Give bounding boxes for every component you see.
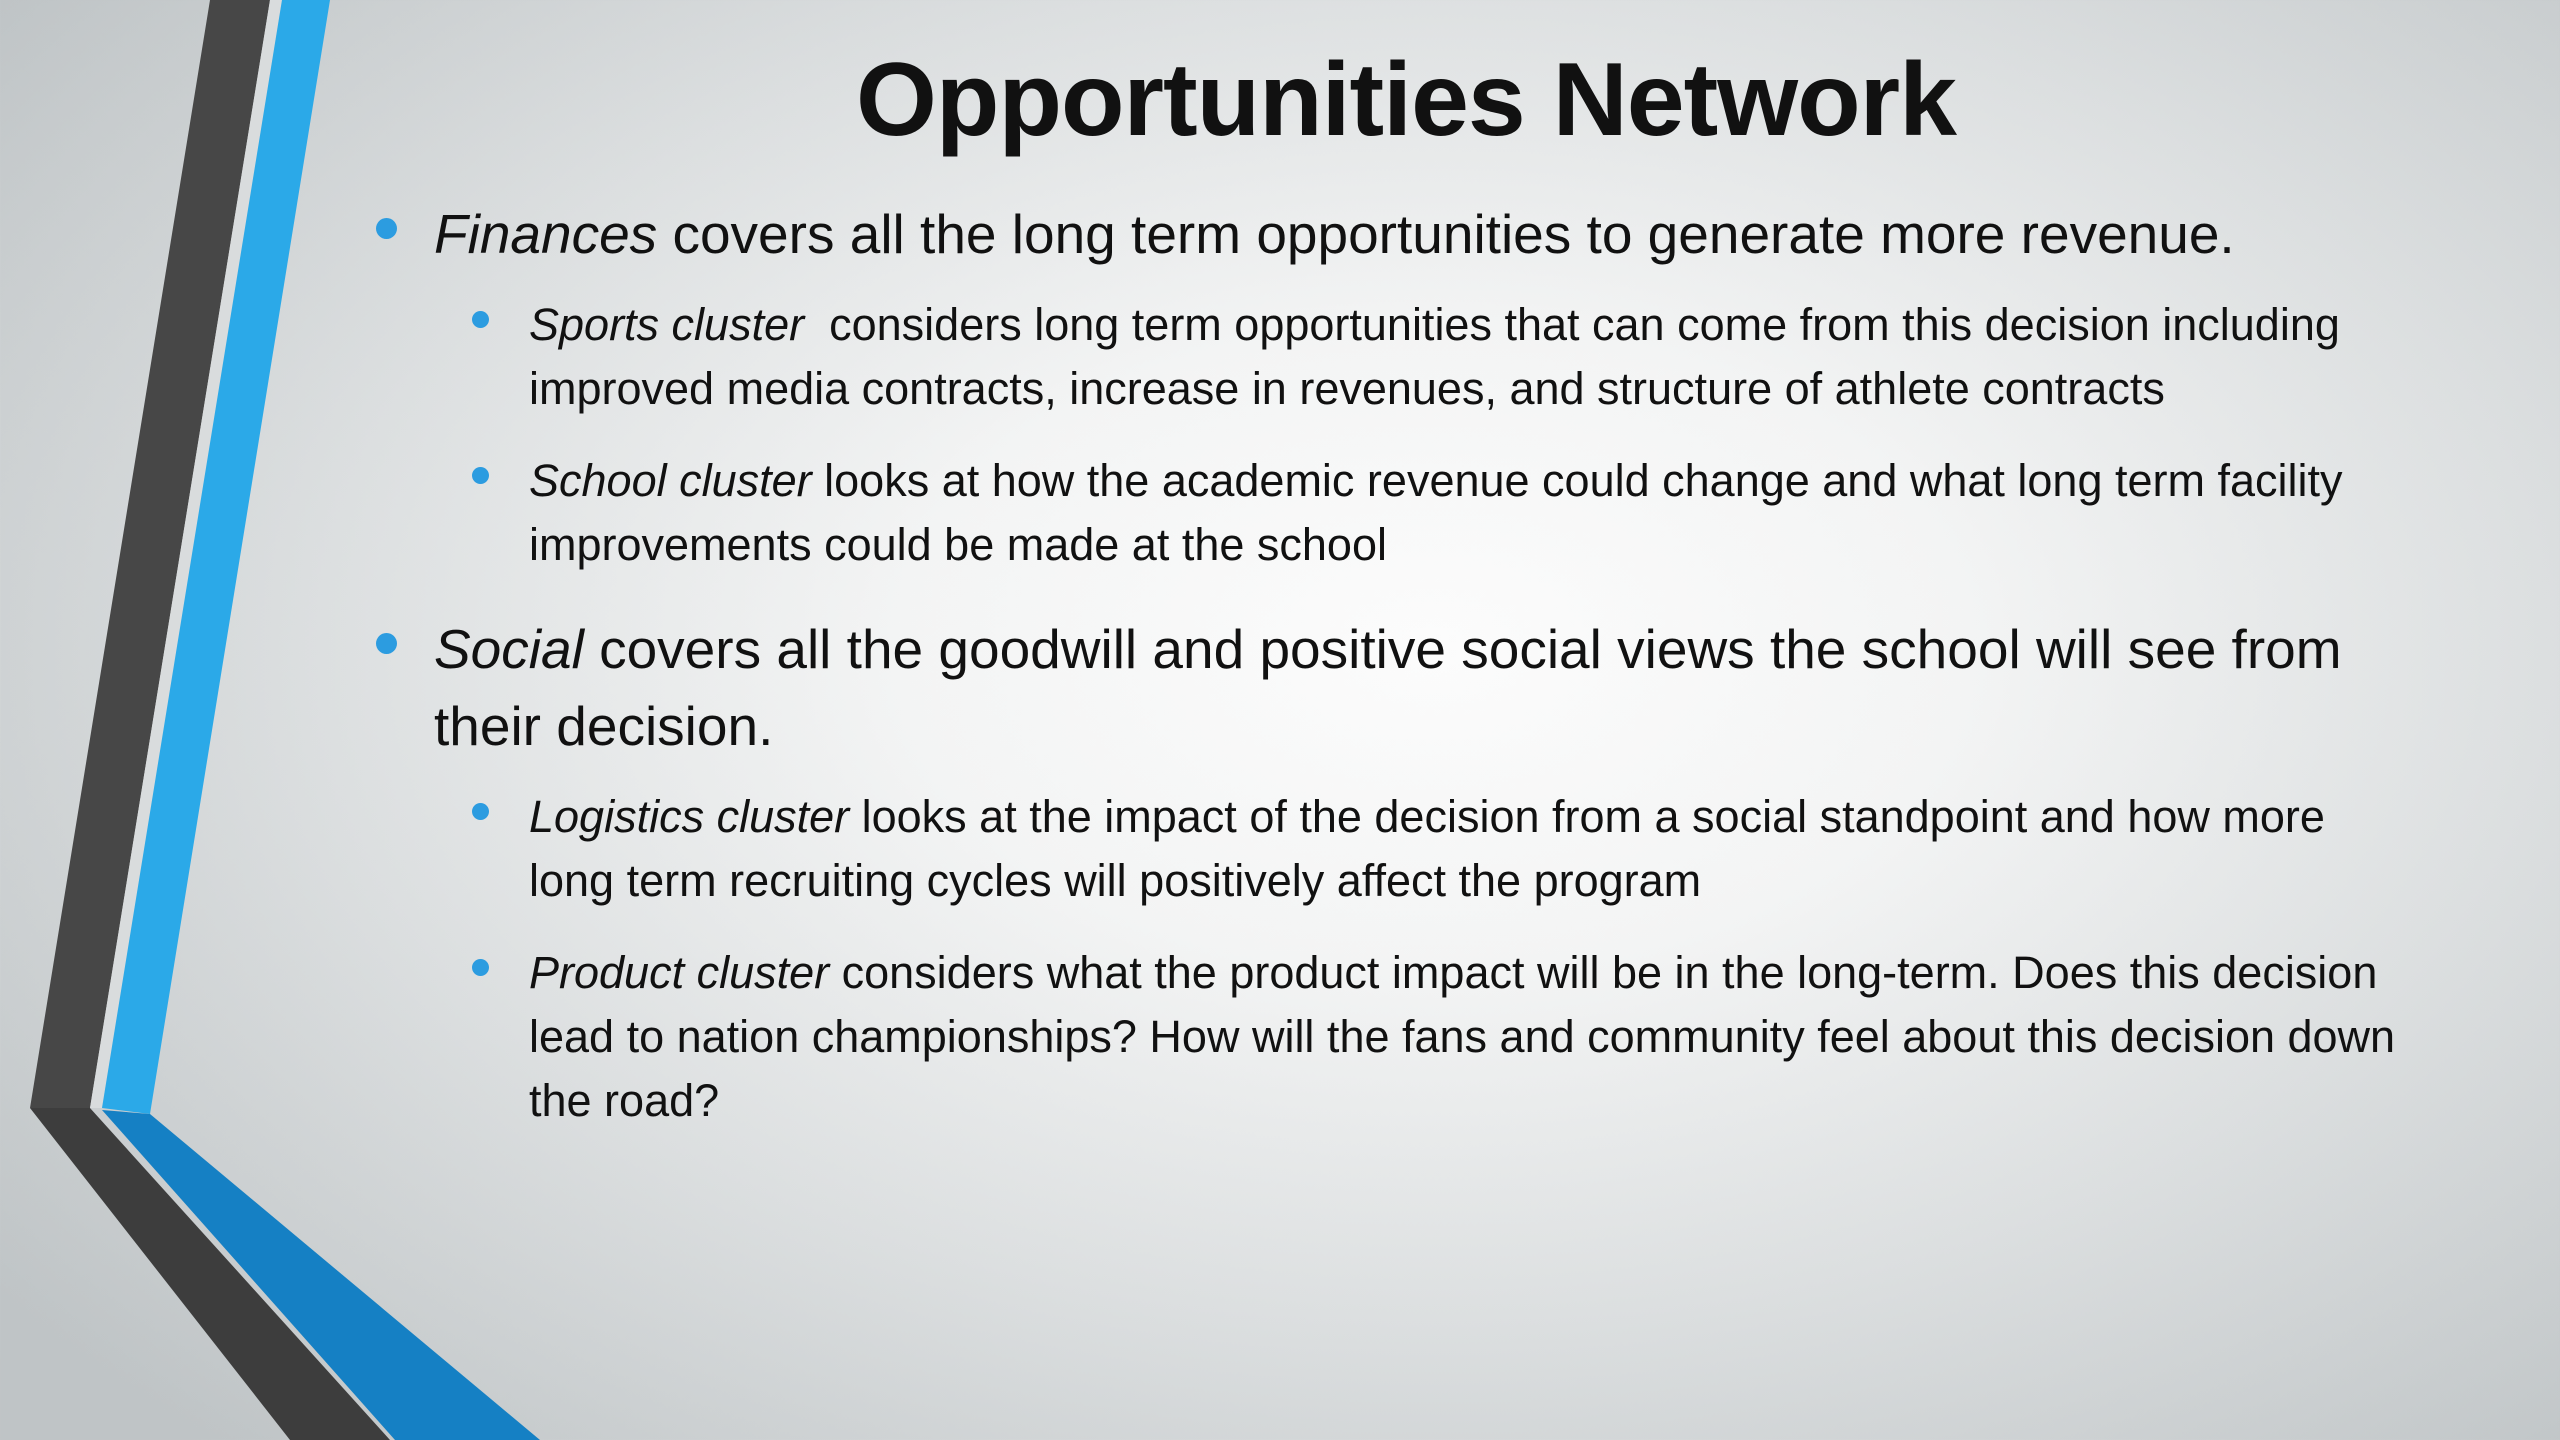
bullet-sports-cluster bbox=[372, 293, 2412, 421]
bullet-text: covers all the goodwill and positive social views the school will see from their decision. bbox=[434, 618, 2342, 757]
bullet-label: School cluster bbox=[529, 455, 812, 506]
bullet-dot bbox=[472, 803, 489, 820]
bullet-text: looks at the impact of the decision from a social standpoint and how more long term recruiting cycles will positively affect the program bbox=[529, 791, 2325, 906]
bullet-dot bbox=[472, 959, 489, 976]
bullet-text: considers what the product impact will be in the long-term. Does this decision lead to nation championships? How will the fans and community feel about this decision down the road? bbox=[529, 947, 2396, 1126]
bullet-social bbox=[372, 611, 2412, 765]
bullet-dot bbox=[376, 633, 397, 654]
bullet-dot bbox=[376, 218, 397, 239]
bullet-label: Sports cluster bbox=[529, 299, 805, 350]
bullet-label: Finances bbox=[434, 203, 658, 265]
bullet-dot bbox=[472, 467, 489, 484]
bullet-text: covers all the long term opportunities to generate more revenue. bbox=[657, 203, 2235, 265]
bullet-product-cluster bbox=[372, 941, 2412, 1133]
bullet-logistics-cluster bbox=[372, 785, 2412, 913]
bullet-text: looks at how the academic revenue could change and what long term facility improvements could be made at the school bbox=[529, 455, 2343, 570]
bullet-list bbox=[372, 196, 2412, 1133]
bullet-dot bbox=[472, 311, 489, 328]
bullet-school-cluster bbox=[372, 449, 2412, 577]
bullet-label: Social bbox=[434, 618, 584, 680]
bullet-finances bbox=[372, 196, 2412, 273]
bullet-label: Product cluster bbox=[529, 947, 830, 998]
bullet-label: Logistics cluster bbox=[529, 791, 850, 842]
slide-title: Opportunities Network bbox=[856, 42, 1956, 158]
bullet-text: considers long term opportunities that can come from this decision including improved media contracts, increase in revenues, and structure of athlete contracts bbox=[529, 299, 2353, 414]
